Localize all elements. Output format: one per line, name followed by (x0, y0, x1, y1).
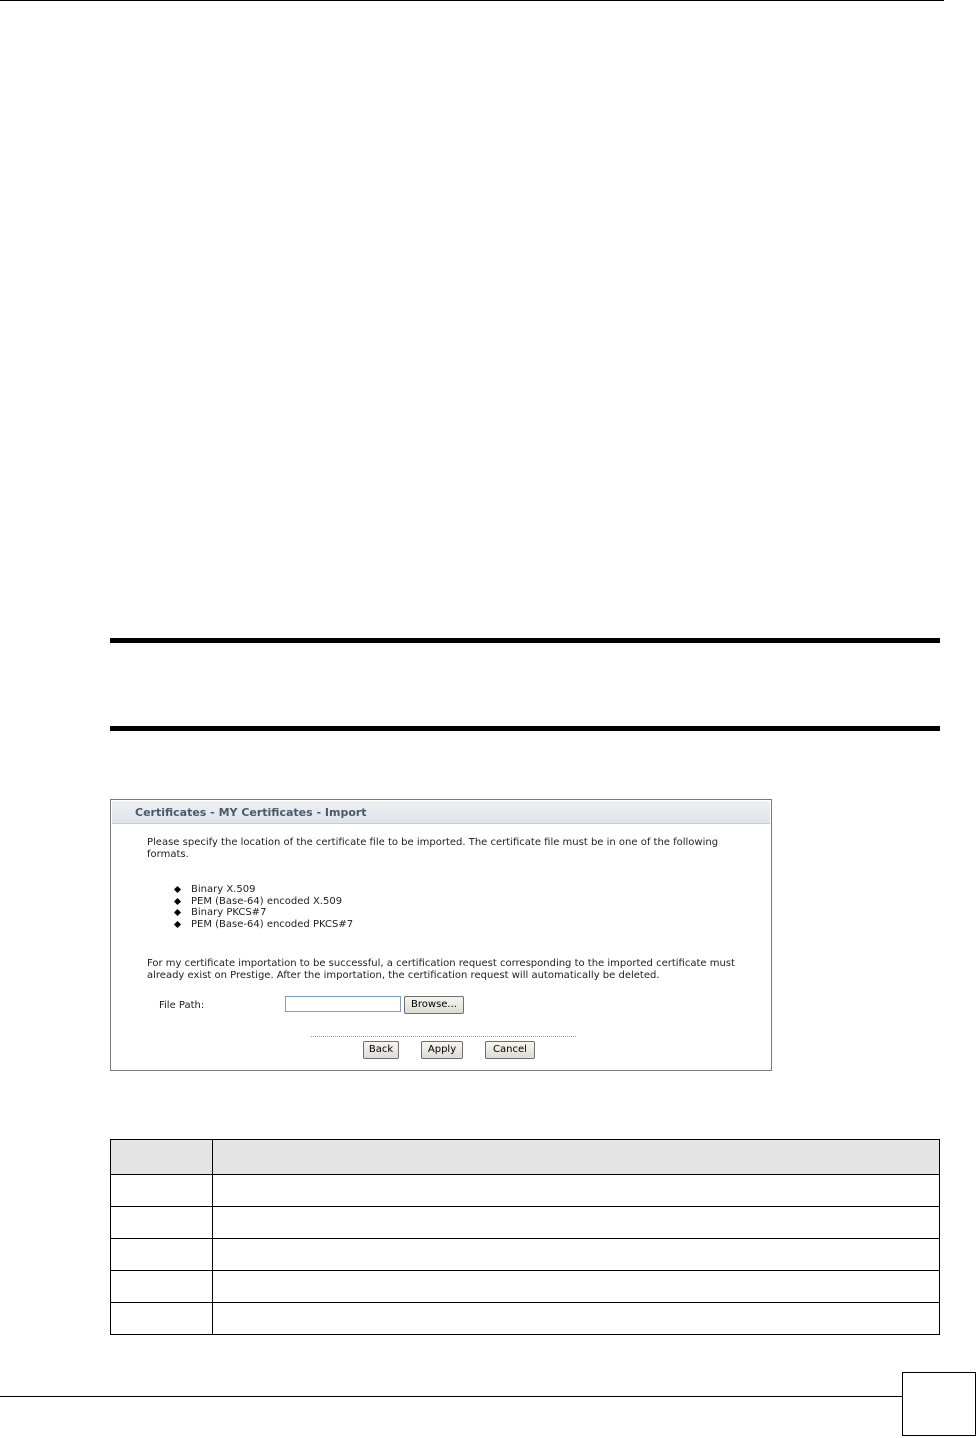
table-cell (111, 1303, 213, 1335)
diamond-bullet-icon (174, 886, 181, 893)
format-label: Binary X.509 (191, 884, 256, 895)
diamond-bullet-icon (174, 920, 181, 927)
panel-header (112, 801, 770, 824)
format-label: Binary PKCS#7 (191, 907, 267, 918)
table-cell (213, 1303, 940, 1335)
table-cell (213, 1175, 940, 1207)
table-cell (213, 1239, 940, 1271)
footer-rule (0, 1396, 902, 1397)
file-path-input[interactable] (285, 996, 401, 1012)
intro-text: Please specify the location of the certificate file to be imported. The certificate file must be in one of the following formats. (147, 837, 719, 860)
table-row (111, 1271, 940, 1303)
diamond-bullet-icon (174, 897, 181, 904)
table-cell (111, 1175, 213, 1207)
page-number-box (902, 1372, 976, 1436)
note-bottom-rule (110, 726, 940, 731)
import-certificate-screenshot (110, 799, 772, 1071)
table-cell (213, 1207, 940, 1239)
file-path-label: File Path: (159, 1000, 205, 1011)
browse-button[interactable]: Browse... (404, 996, 464, 1014)
table-cell (111, 1207, 213, 1239)
import-note-text: For my certificate importation to be successful, a certification request corresponding to the imported certificate must already exist on Prestige. After the importation, the certification request will automatically be deleted. (147, 958, 735, 981)
table-header-row (111, 1140, 940, 1175)
table-row (111, 1239, 940, 1271)
table-row (111, 1303, 940, 1335)
note-top-rule (110, 638, 940, 643)
format-label: PEM (Base-64) encoded PKCS#7 (191, 918, 354, 930)
table-row (111, 1207, 940, 1239)
table-row (111, 1175, 940, 1207)
panel-title: Certificates - MY Certificates - Import (135, 806, 367, 819)
apply-button[interactable]: Apply (421, 1041, 463, 1059)
back-button[interactable]: Back (363, 1041, 399, 1059)
cancel-button[interactable]: Cancel (485, 1041, 535, 1059)
table-header-label (111, 1140, 213, 1175)
table-cell (111, 1271, 213, 1303)
format-label: PEM (Base-64) encoded X.509 (191, 895, 343, 907)
button-separator (311, 1036, 576, 1037)
table-cell (213, 1271, 940, 1303)
table-header-description (213, 1140, 940, 1175)
diamond-bullet-icon (174, 909, 181, 916)
table-cell (111, 1239, 213, 1271)
field-description-table (110, 1139, 940, 1335)
header-rule (0, 0, 944, 1)
